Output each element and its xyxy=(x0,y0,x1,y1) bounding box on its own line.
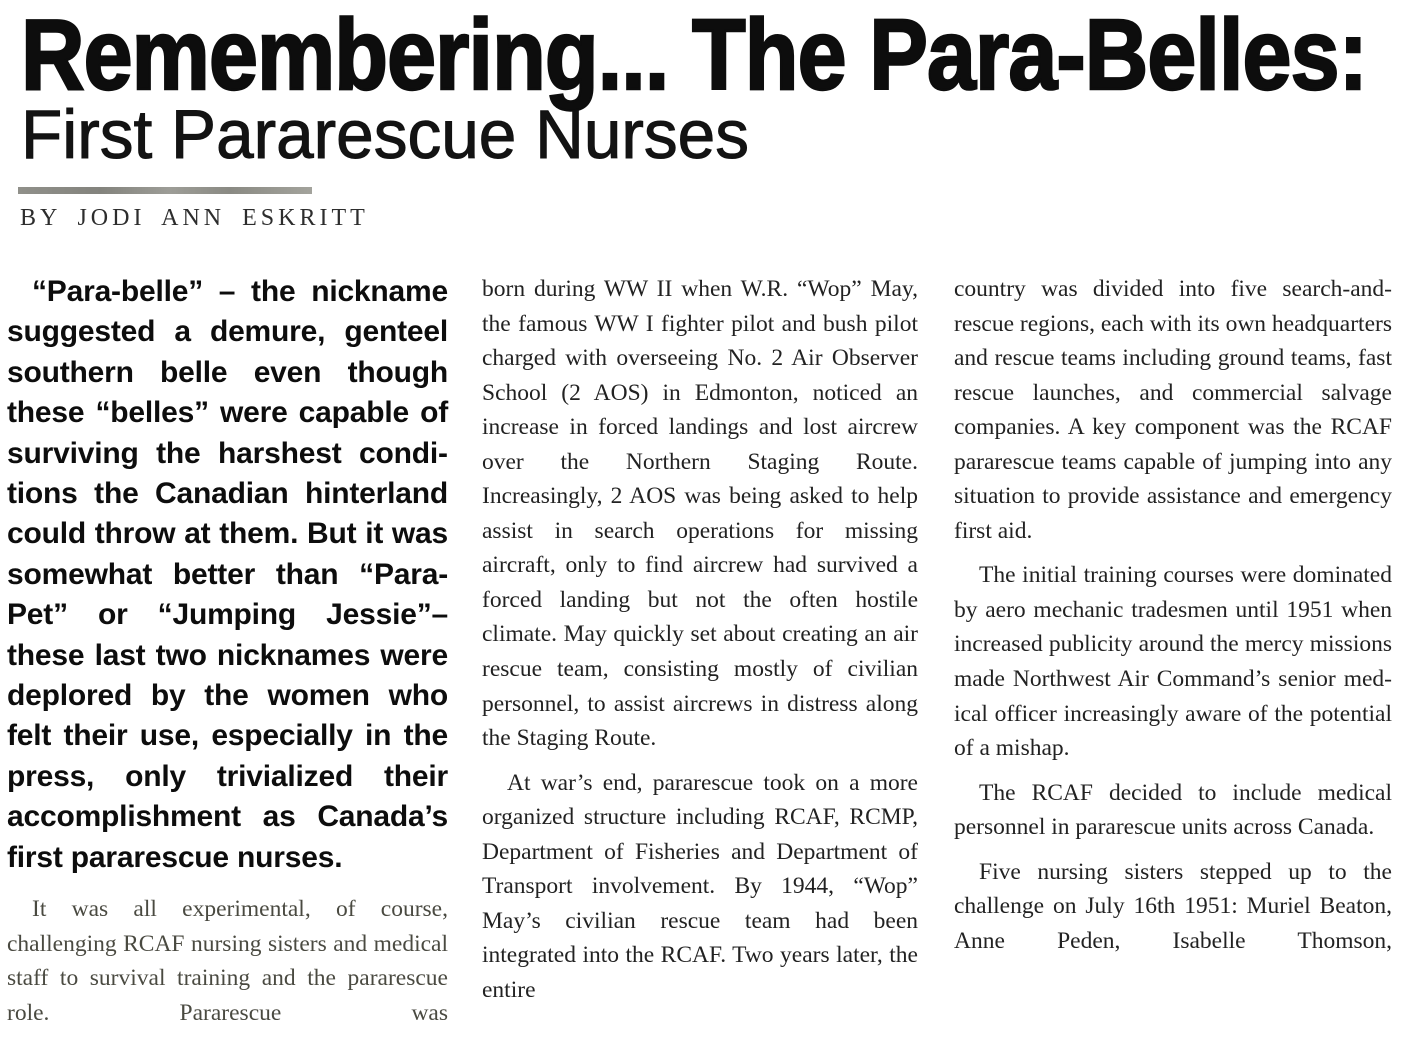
lead-paragraph: “Para-belle” – the nickname suggested a demure, genteel southern belle even though these “belles” were capable of surviving the harshest conditions the Canadian hinterland could throw at them. But it was somewhat better than “Para-Pet” or “Jumping Jessie”– these last two nicknames were deplored by the women who felt their use, especially in the press, only trivialized their accomplishment as Canada’s first pararescue nurses. xyxy=(7,275,448,874)
byline-divider-rule xyxy=(18,187,312,194)
byline: BY JODI ANN ESKRITT xyxy=(20,205,369,231)
title-block xyxy=(21,0,1391,175)
paragraph: The RCAF decided to include medical personnel in pararescue units across Canada. xyxy=(954,779,1392,841)
column-3 xyxy=(954,272,1392,958)
article-subtitle: First Pararescue Nurses xyxy=(21,96,749,173)
article-columns xyxy=(7,272,1392,1030)
column-1 xyxy=(7,272,448,1030)
paragraph: born during WW II when W.R. “Wop” May, the famous WW I fighter pilot and bush pilot charged with overseeing No. 2 Air Observer School (2 AOS) in Edmonton, noticed an increase in forced landings and lost aircrew over the Northern Staging Route. Increasingly, 2 AOS was being asked to help assist in search operations for missing aircraft, only to find aircrew had survived a forced landing but not the often hostile climate. May quickly set about creating an air rescue team, consisting mostly of civilian personnel, to assist aircrews in distress along the Staging Route. xyxy=(482,276,918,752)
paragraph: country was divided into five search-and-rescue regions, each with its own headquarters and rescue teams including ground teams, fast rescue launches, and commercial salvage companies. A key component was the RCAF pararescue teams capable of jumping into any situation to provide assistance and emergency first aid. xyxy=(954,276,1392,544)
paragraph: The initial training courses were dominated by aero mechanic tradesmen until 1951 when increased publicity around the mercy missions made Northwest Air Command’s senior medical officer increasingly aware of the potential of a mishap. xyxy=(954,562,1392,762)
paragraph: It was all experimental, of course, challenging RCAF nursing sisters and medical staff to survival training and the pararescue role. Pararescue was xyxy=(7,896,448,1026)
paragraph: At war’s end, pararescue took on a more organized structure including RCAF, RCMP, Department of Fisheries and Department of Transport involvement. By 1944, “Wop” May’s civilian rescue team had been integrated into the RCAF. Two years later, the entire xyxy=(482,769,918,1003)
column-2 xyxy=(482,272,918,1007)
article-title: Remembering... The Para-Belles: xyxy=(21,0,1367,111)
paragraph: Five nursing sisters stepped up to the challenge on July 16th 1951: Muriel Beaton, Anne Peden, Isabelle Thomson, xyxy=(954,858,1392,954)
